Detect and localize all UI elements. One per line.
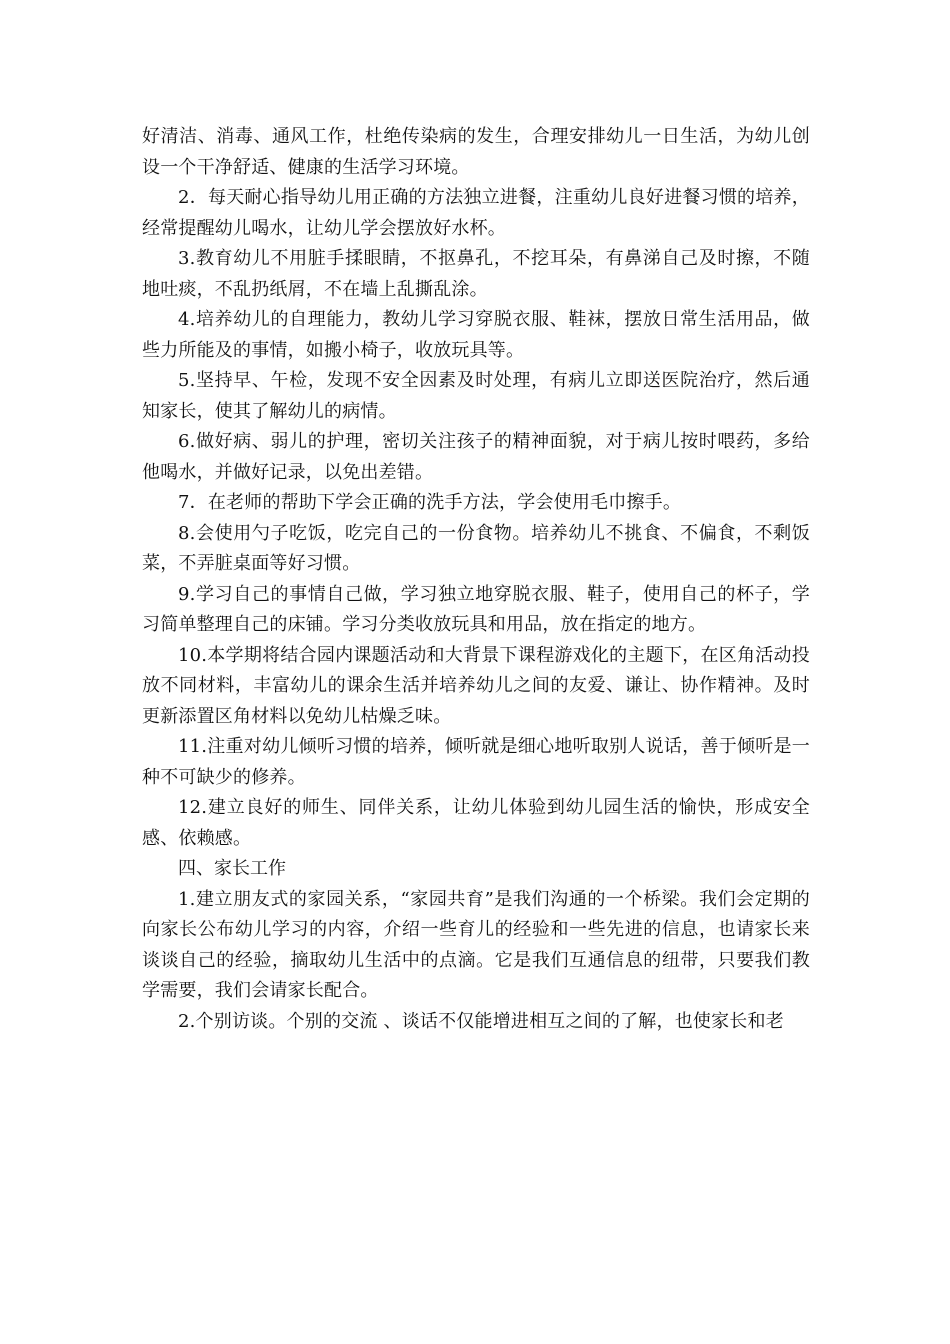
paragraph-item-11-listening: 11.注重对幼儿倾听习惯的培养，倾听就是细心地听取别人说话，善于倾听是一种不可缺少的修养。 — [142, 736, 810, 788]
paragraph-item-2-eating: 2．每天耐心指导幼儿用正确的方法独立进餐，注重幼儿良好进餐习惯的培养，经常提醒幼儿喝水，让幼儿学会摆放好水杯。 — [142, 187, 810, 239]
document-body — [142, 122, 810, 1037]
paragraph-item-5-health-check: 5.坚持早、午检，发现不安全因素及时处理，有病儿立即送医院治疗，然后通知家长，使其了解幼儿的病情。 — [142, 370, 810, 422]
paragraph-item-12-relationships: 12.建立良好的师生、同伴关系，让幼儿体验到幼儿园生活的愉快，形成安全感、依赖感。 — [142, 797, 810, 849]
paragraph-item-8-meals: 8.会使用勺子吃饭，吃完自己的一份食物。培养幼儿不挑食、不偏食，不剩饭菜，不弄脏桌面等好习惯。 — [142, 522, 810, 574]
paragraph-item-9-independence: 9.学习自己的事情自己做，学习独立地穿脱衣服、鞋子，使用自己的杯子，学习简单整理自己的床铺。学习分类收放玩具和用品，放在指定的地方。 — [142, 583, 810, 635]
paragraph-item-6-sick-care: 6.做好病、弱儿的护理，密切关注孩子的精神面貌，对于病儿按时喂药，多给他喝水，并做好记录，以免出差错。 — [142, 431, 810, 483]
paragraph-parent-item-2: 2.个别访谈。个别的交流 、谈话不仅能增进相互之间的了解，也使家长和老 — [178, 1010, 784, 1032]
paragraph-item-3-habits: 3.教育幼儿不用脏手揉眼睛，不抠鼻孔，不挖耳朵，有鼻涕自己及时擦，不随地吐痰，不乱扔纸屑，不在墙上乱撕乱涂。 — [142, 248, 810, 300]
paragraph-hygiene-continued: 好清洁、消毒、通风工作，杜绝传染病的发生，合理安排幼儿一日生活，为幼儿创设一个干净舒适、健康的生活学习环境。 — [142, 126, 810, 178]
paragraph-item-7-handwashing: 7．在老师的帮助下学会正确的洗手方法，学会使用毛巾擦手。 — [178, 492, 682, 513]
section-heading-parent-work: 四、家长工作 — [178, 858, 286, 879]
paragraph-parent-item-1: 1.建立朋友式的家园关系，“家园共育”是我们沟通的一个桥梁。我们会定期的向家长公布幼儿学习的内容，介绍一些育儿的经验和一些先进的信息，也请家长来谈谈自己的经验，摘取幼儿生活中的点滴。它是我们互通信息的纽带，只要我们教学需要，我们会请家长配合。 — [142, 888, 810, 1001]
paragraph-item-4-self-care: 4.培养幼儿的自理能力，教幼儿学习穿脱衣服、鞋袜，摆放日常生活用品，做些力所能及的事情，如搬小椅子，收放玩具等。 — [142, 309, 810, 361]
paragraph-item-10-activities: 10.本学期将结合园内课题活动和大背景下课程游戏化的主题下，在区角活动投放不同材料，丰富幼儿的课余生活并培养幼儿之间的友爱、谦让、协作精神。及时更新添置区角材料以免幼儿枯燥乏味。 — [142, 644, 810, 727]
